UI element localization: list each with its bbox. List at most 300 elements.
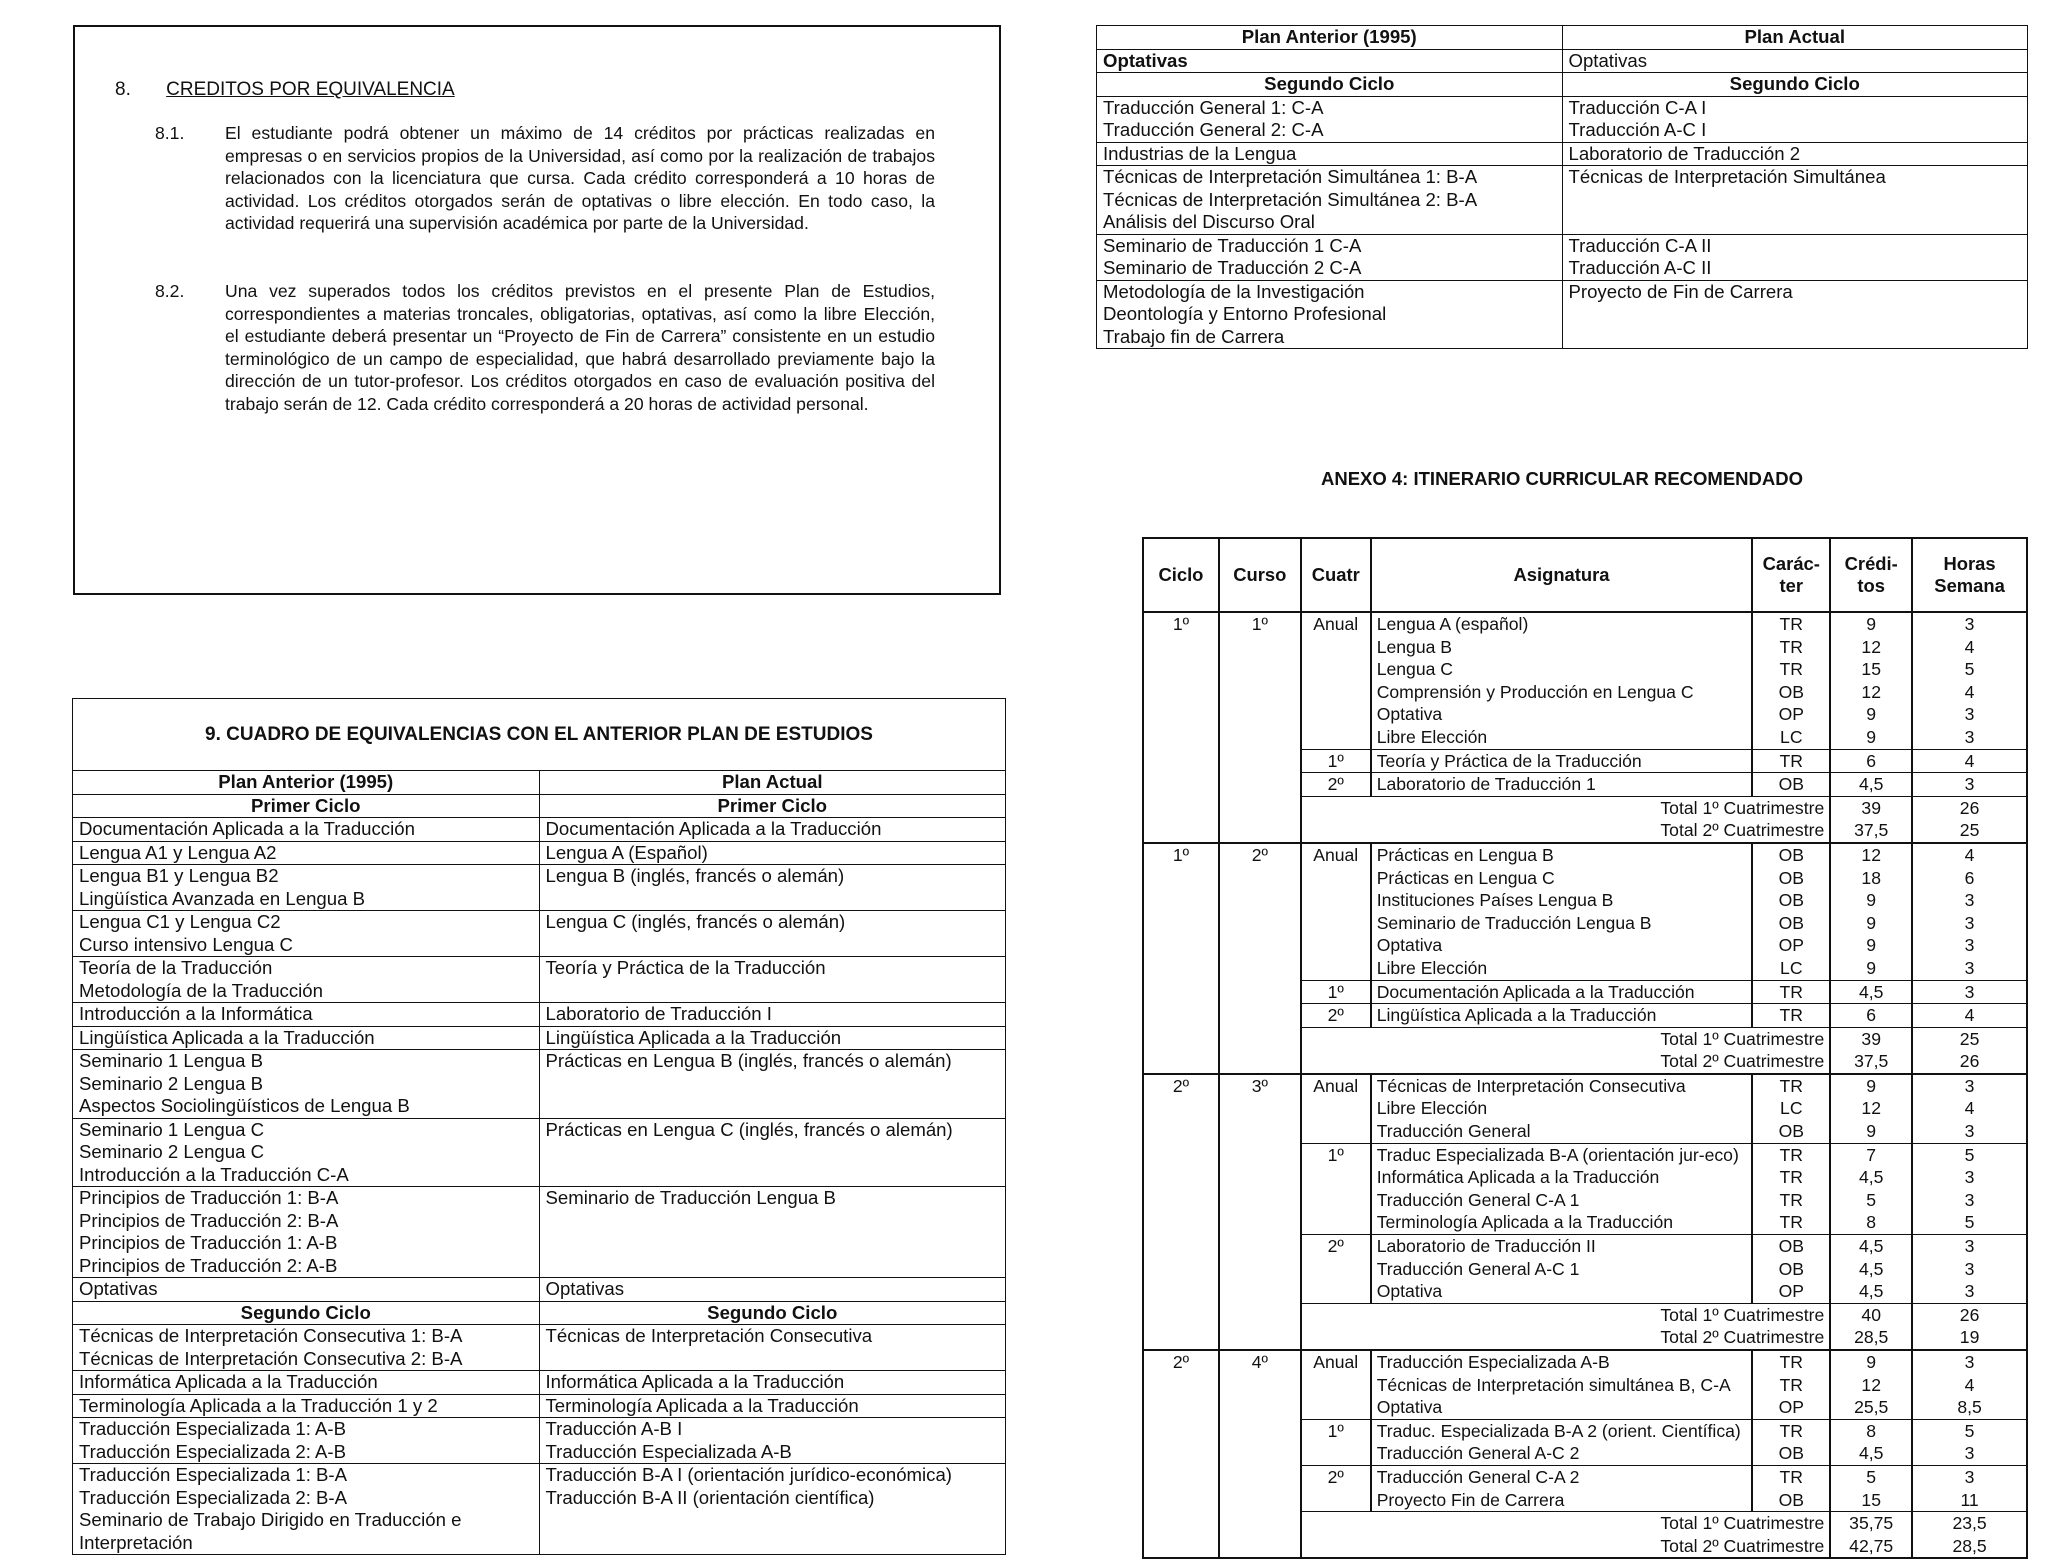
old-plan-subject [73, 841, 540, 865]
credits-cell: 12 [1830, 1374, 1912, 1397]
new-plan-subject-line: Prácticas en Lengua C (inglés, francés o alemán) [545, 1118, 953, 1140]
character-cell: TR [1752, 658, 1830, 681]
credits-cell: 7 [1830, 1143, 1912, 1166]
total-label: Total 1º Cuatrimestre [1301, 796, 1830, 819]
old-plan-subject [73, 957, 540, 1003]
new-plan-subject [539, 1050, 1006, 1119]
old-plan-subject-line: Metodología de la Investigación [1103, 280, 1365, 302]
credits-cell: 4,5 [1830, 1258, 1912, 1281]
total-credits: 40 [1830, 1303, 1912, 1326]
character-cell: OB [1752, 681, 1830, 704]
equivalence-row [1097, 280, 2028, 349]
cuatrimestre-cell: 1º [1301, 980, 1371, 1004]
old-plan-subject-line: Seminario de Trabajo Dirigido en Traducción e Interpretación [79, 1509, 462, 1553]
credits-cell: 4,5 [1830, 1166, 1912, 1189]
new-plan-subject-line: Proyecto de Fin de Carrera [1568, 280, 1793, 302]
cycle-label: Primer Ciclo [539, 794, 1006, 818]
credits-cell: 15 [1830, 658, 1912, 681]
subject-cell: Traducción General C-A 1 [1371, 1189, 1753, 1212]
section-8-heading [115, 79, 455, 101]
optativas-label: Optativas [1097, 49, 1563, 73]
old-plan-subject [73, 1003, 540, 1027]
old-plan-subject [73, 818, 540, 842]
subject-cell: Documentación Aplicada a la Traducción [1371, 980, 1753, 1004]
character-cell: TR [1752, 1211, 1830, 1234]
annex-4-title: ANEXO 4: ITINERARIO CURRICULAR RECOMENDADO [1320, 468, 1804, 489]
new-plan-subject-line: Prácticas en Lengua B (inglés, francés o alemán) [545, 1050, 952, 1071]
old-plan-subject-line: Lengua C1 y Lengua C2 [79, 911, 281, 932]
hours-cell: 6 [1912, 867, 2027, 890]
subject-cell: Técnicas de Interpretación Consecutiva [1371, 1074, 1753, 1098]
column-header-caracter: Carác- ter [1752, 538, 1830, 612]
new-plan-subject [539, 1464, 1006, 1555]
equivalence-row [73, 865, 1006, 911]
subject-cell: Libre Elección [1371, 957, 1753, 980]
old-plan-subject-line: Aspectos Sociolingüísticos de Lengua B [79, 1095, 410, 1116]
total-credits: 39 [1830, 796, 1912, 819]
column-header-creditos: Crédi- tos [1830, 538, 1912, 612]
credits-cell: 9 [1830, 957, 1912, 980]
hours-cell: 3 [1912, 934, 2027, 957]
column-header-new-plan: Plan Actual [1562, 26, 2028, 50]
credits-cell: 25,5 [1830, 1396, 1912, 1419]
cuatrimestre-cell: 2º [1301, 773, 1371, 797]
old-plan-subject-line: Lengua B1 y Lengua B2 [79, 865, 279, 886]
new-plan-subject-line: Informática Aplicada a la Traducción [545, 1371, 845, 1392]
character-cell: OP [1752, 934, 1830, 957]
old-plan-subject-line: Traducción General 2: C-A [1103, 119, 1324, 140]
column-header-curso: Curso [1219, 538, 1301, 612]
subject-cell: Optativa [1371, 1396, 1753, 1419]
hours-cell: 3 [1912, 1120, 2027, 1143]
hours-cell: 3 [1912, 1350, 2027, 1374]
old-plan-subject [1097, 280, 1563, 349]
credits-cell: 5 [1830, 1465, 1912, 1488]
itinerary-row [1143, 1074, 2027, 1098]
credits-cell: 12 [1830, 843, 1912, 867]
credits-cell: 4,5 [1830, 1235, 1912, 1258]
hours-cell: 3 [1912, 773, 2027, 797]
old-plan-subject-line: Análisis del Discurso Oral [1103, 211, 1315, 232]
character-cell: TR [1752, 1350, 1830, 1374]
old-plan-subject [73, 911, 540, 957]
old-plan-subject [1097, 142, 1563, 166]
subject-cell: Traducción General [1371, 1120, 1753, 1143]
hours-cell: 5 [1912, 1211, 2027, 1234]
character-cell: OP [1752, 1396, 1830, 1419]
ciclo-cell: 1º [1143, 843, 1219, 1074]
character-cell: TR [1752, 1166, 1830, 1189]
character-cell: OB [1752, 889, 1830, 912]
cuatrimestre-cell: 1º [1301, 749, 1371, 773]
old-plan-subject-line: Metodología de la Traducción [79, 979, 323, 1001]
credits-cell: 9 [1830, 612, 1912, 636]
credits-cell: 6 [1830, 1004, 1912, 1028]
new-plan-subject-line: Traducción A-C II [1568, 257, 1712, 278]
new-plan-subject-line: Traducción C-A I [1568, 96, 1707, 118]
old-plan-subject [73, 1418, 540, 1464]
section-9-title: 9. CUADRO DE EQUIVALENCIAS CON EL ANTERIOR PLAN DE ESTUDIOS [72, 698, 1006, 770]
character-cell: TR [1752, 749, 1830, 773]
equivalence-table-continued [1096, 25, 2028, 349]
old-plan-subject [73, 1050, 540, 1119]
cuatrimestre-cell: Anual [1301, 1350, 1371, 1419]
second-cycle-rows [73, 1325, 1006, 1555]
subject-cell: Traducción General C-A 2 [1371, 1465, 1753, 1488]
character-cell: TR [1752, 612, 1830, 636]
equivalence-row [73, 841, 1006, 865]
total-credits: 37,5 [1830, 1050, 1912, 1074]
character-cell: LC [1752, 1097, 1830, 1120]
old-plan-subject-line: Traducción Especializada 1: B-A [79, 1464, 348, 1485]
credits-cell: 4,5 [1830, 1442, 1912, 1465]
subject-cell: Prácticas en Lengua B [1371, 843, 1753, 867]
optativas-label: Optativas [73, 1278, 540, 1302]
cuatrimestre-cell: 2º [1301, 1235, 1371, 1304]
column-header-ciclo: Ciclo [1143, 538, 1219, 612]
equivalence-row [73, 1050, 1006, 1119]
old-plan-subject [73, 1371, 540, 1395]
character-cell: TR [1752, 1189, 1830, 1212]
character-cell: TR [1752, 980, 1830, 1004]
new-plan-subject [539, 1187, 1006, 1278]
new-plan-subject [539, 1371, 1006, 1395]
credits-cell: 12 [1830, 636, 1912, 659]
old-plan-subject-line: Principios de Traducción 2: A-B [79, 1254, 338, 1276]
subject-cell: Terminología Aplicada a la Traducción [1371, 1211, 1753, 1234]
old-plan-subject [1097, 234, 1563, 280]
optativas-label: Optativas [539, 1278, 1006, 1302]
hours-cell: 3 [1912, 980, 2027, 1004]
old-plan-subject-line: Trabajo fin de Carrera [1103, 325, 1285, 347]
character-cell: TR [1752, 1074, 1830, 1098]
cycle-label: Segundo Ciclo [1097, 73, 1563, 97]
new-plan-subject-line: Traducción B-A I (orientación jurídico-económica) [545, 1464, 952, 1485]
new-plan-subject [539, 911, 1006, 957]
character-cell: TR [1752, 1143, 1830, 1166]
new-plan-subject [539, 957, 1006, 1003]
cuatrimestre-cell: 2º [1301, 1465, 1371, 1511]
old-plan-subject-line: Principios de Traducción 2: B-A [79, 1209, 339, 1231]
character-cell: TR [1752, 1004, 1830, 1028]
old-plan-subject-line: Técnicas de Interpretación Consecutiva 2: B-A [79, 1347, 463, 1369]
hours-cell: 3 [1912, 1442, 2027, 1465]
subject-cell: Lingüística Aplicada a la Traducción [1371, 1004, 1753, 1028]
credits-cell: 9 [1830, 726, 1912, 749]
credits-cell: 4,5 [1830, 980, 1912, 1004]
equivalence-table [72, 770, 1006, 1555]
old-plan-subject-line: Técnicas de Interpretación Simultánea 2: B-A [1103, 188, 1478, 210]
new-plan-subject [1562, 280, 2028, 349]
cuatrimestre-cell: 1º [1301, 1143, 1371, 1234]
total-hours: 25 [1912, 1027, 2027, 1050]
old-plan-subject-line: Deontología y Entorno Profesional [1103, 303, 1387, 324]
subject-cell: Libre Elección [1371, 726, 1753, 749]
old-plan-subject [73, 1464, 540, 1555]
total-hours: 25 [1912, 819, 2027, 843]
old-plan-subject-line: Traducción Especializada 2: A-B [79, 1440, 346, 1462]
credits-cell: 4,5 [1830, 1280, 1912, 1303]
ciclo-cell: 2º [1143, 1350, 1219, 1558]
cuatrimestre-cell: Anual [1301, 1074, 1371, 1143]
subject-cell: Optativa [1371, 1280, 1753, 1303]
itinerary-grid [1142, 537, 2028, 1559]
subject-cell: Seminario de Traducción Lengua B [1371, 912, 1753, 935]
old-plan-subject [73, 1118, 540, 1187]
subject-cell: Traducción General A-C 1 [1371, 1258, 1753, 1281]
new-plan-subject-line: Técnicas de Interpretación Simultánea [1568, 166, 1886, 187]
old-plan-subject [73, 1325, 540, 1371]
new-plan-subject-line: Traducción Especializada A-B [545, 1440, 792, 1462]
cycle-label: Segundo Ciclo [73, 1301, 540, 1325]
equivalence-row [73, 1418, 1006, 1464]
old-plan-subject-line: Industrias de la Lengua [1103, 142, 1297, 164]
subject-cell: Proyecto Fin de Carrera [1371, 1489, 1753, 1512]
old-plan-subject-line: Traducción Especializada 1: A-B [79, 1418, 346, 1439]
hours-cell: 3 [1912, 726, 2027, 749]
section-8-number: 8. [115, 79, 131, 100]
total-label: Total 2º Cuatrimestre [1301, 1050, 1830, 1074]
cuatrimestre-cell: 1º [1301, 1419, 1371, 1465]
credits-cell: 5 [1830, 1189, 1912, 1212]
first-cycle-rows [73, 818, 1006, 1278]
old-plan-subject [73, 1026, 540, 1050]
new-plan-subject [539, 1026, 1006, 1050]
subject-cell: Laboratorio de Traducción 1 [1371, 773, 1753, 797]
hours-cell: 5 [1912, 1419, 2027, 1442]
character-cell: TR [1752, 636, 1830, 659]
new-plan-subject-line: Laboratorio de Traducción 2 [1568, 142, 1801, 164]
equivalence-row [1097, 166, 2028, 235]
paragraph-number: 8.1. [155, 123, 185, 143]
credits-cell: 4,5 [1830, 773, 1912, 797]
character-cell: OP [1752, 1280, 1830, 1303]
total-hours: 23,5 [1912, 1512, 2027, 1535]
new-plan-subject-line: Técnicas de Interpretación Consecutiva [545, 1325, 873, 1346]
character-cell: OB [1752, 1235, 1830, 1258]
new-plan-subject [539, 841, 1006, 865]
paragraph-text: El estudiante podrá obtener un máximo de 14 créditos por prácticas realizadas en empresas o en servicios propios de la Universidad, así como por la realización de trabajos relacionados con la licenciatura que cursa. Cada crédito corresponderá a 10 horas de actividad. Los créditos otorgados serán de optativas o libre elección. En todo caso, la actividad requerirá una supervisión académica por parte de la Universidad. [225, 123, 935, 234]
hours-cell: 3 [1912, 912, 2027, 935]
old-plan-subject-line: Informática Aplicada a la Traducción [79, 1371, 378, 1392]
curso-cell: 4º [1219, 1350, 1301, 1558]
hours-cell: 3 [1912, 1189, 2027, 1212]
hours-cell: 4 [1912, 1374, 2027, 1397]
total-credits: 39 [1830, 1027, 1912, 1050]
subject-cell: Lengua A (español) [1371, 612, 1753, 636]
old-plan-subject [1097, 166, 1563, 235]
paragraph-8-2 [155, 280, 935, 416]
cycle-label: Primer Ciclo [73, 794, 540, 818]
new-plan-subject [539, 1003, 1006, 1027]
cuatrimestre-cell: Anual [1301, 843, 1371, 980]
old-plan-subject-line: Introducción a la Informática [79, 1003, 313, 1024]
cuatrimestre-cell: Anual [1301, 612, 1371, 749]
total-credits: 42,75 [1830, 1535, 1912, 1559]
old-plan-subject-line: Traducción General 1: C-A [1103, 96, 1324, 118]
hours-cell: 4 [1912, 681, 2027, 704]
paragraph-number: 8.2. [155, 281, 185, 301]
subject-cell: Traducción General A-C 2 [1371, 1442, 1753, 1465]
total-hours: 26 [1912, 796, 2027, 819]
continued-rows [1097, 96, 2028, 349]
subject-cell: Instituciones Países Lengua B [1371, 889, 1753, 912]
character-cell: OB [1752, 843, 1830, 867]
equivalence-row [73, 818, 1006, 842]
new-plan-subject-line: Terminología Aplicada a la Traducción [545, 1394, 859, 1416]
credits-cell: 6 [1830, 749, 1912, 773]
credits-cell: 8 [1830, 1211, 1912, 1234]
character-cell: OB [1752, 912, 1830, 935]
itinerary-row [1143, 612, 2027, 636]
credits-cell: 12 [1830, 1097, 1912, 1120]
credits-cell: 9 [1830, 1120, 1912, 1143]
new-plan-subject [539, 865, 1006, 911]
subject-cell: Libre Elección [1371, 1097, 1753, 1120]
hours-cell: 3 [1912, 1166, 2027, 1189]
credits-cell: 9 [1830, 934, 1912, 957]
equivalence-row [73, 1026, 1006, 1050]
subject-cell: Informática Aplicada a la Traducción [1371, 1166, 1753, 1189]
old-plan-subject [73, 865, 540, 911]
total-hours: 19 [1912, 1326, 2027, 1350]
new-plan-subject [1562, 166, 2028, 235]
old-plan-subject [1097, 96, 1563, 142]
new-plan-subject [1562, 234, 2028, 280]
total-label: Total 2º Cuatrimestre [1301, 1326, 1830, 1350]
credits-cell: 18 [1830, 867, 1912, 890]
subject-cell: Traduc Especializada B-A (orientación jur-eco) [1371, 1143, 1753, 1166]
old-plan-subject-line: Lingüística Aplicada a la Traducción [79, 1026, 375, 1048]
new-plan-subject [539, 1118, 1006, 1187]
old-plan-subject-line: Seminario de Traducción 2 C-A [1103, 257, 1362, 278]
old-plan-subject-line: Teoría de la Traducción [79, 957, 273, 978]
cuatrimestre-cell: 2º [1301, 1004, 1371, 1028]
equivalence-row [73, 1325, 1006, 1371]
character-cell: TR [1752, 1465, 1830, 1488]
old-plan-subject-line: Seminario de Traducción 1 C-A [1103, 234, 1362, 256]
paragraph-8-1 [155, 122, 935, 235]
new-plan-subject [539, 1325, 1006, 1371]
subject-cell: Traduc. Especializada B-A 2 (orient. Científica) [1371, 1419, 1753, 1442]
new-plan-subject-line: Traducción C-A II [1568, 234, 1712, 256]
old-plan-subject [73, 1394, 540, 1418]
old-plan-subject [73, 1187, 540, 1278]
itinerary-body [1143, 612, 2027, 1558]
character-cell: OB [1752, 1442, 1830, 1465]
new-plan-subject-line: Documentación Aplicada a la Traducción [545, 818, 882, 839]
hours-cell: 3 [1912, 889, 2027, 912]
old-plan-subject-line: Traducción Especializada 2: B-A [79, 1486, 348, 1508]
new-plan-subject-line: Lingüística Aplicada a la Traducción [545, 1026, 842, 1048]
subject-cell: Lengua B [1371, 636, 1753, 659]
section-8-box [73, 25, 1001, 595]
hours-cell: 3 [1912, 612, 2027, 636]
new-plan-subject [539, 1418, 1006, 1464]
hours-cell: 4 [1912, 1004, 2027, 1028]
new-plan-subject [1562, 96, 2028, 142]
credits-cell: 8 [1830, 1419, 1912, 1442]
credits-cell: 12 [1830, 681, 1912, 704]
character-cell: TR [1752, 1419, 1830, 1442]
total-credits: 28,5 [1830, 1326, 1912, 1350]
hours-cell: 11 [1912, 1489, 2027, 1512]
subject-cell: Prácticas en Lengua C [1371, 867, 1753, 890]
credits-cell: 9 [1830, 1350, 1912, 1374]
new-plan-subject-line: Traducción B-A II (orientación científica) [545, 1486, 875, 1508]
curso-cell: 3º [1219, 1074, 1301, 1350]
total-credits: 35,75 [1830, 1512, 1912, 1535]
old-plan-subject-line: Terminología Aplicada a la Traducción 1 y 2 [79, 1394, 438, 1416]
old-plan-subject-line: Lingüística Avanzada en Lengua B [79, 887, 366, 909]
old-plan-subject-line: Seminario 2 Lengua B [79, 1072, 263, 1094]
subject-cell: Técnicas de Interpretación simultánea B, C-A [1371, 1374, 1753, 1397]
character-cell: LC [1752, 726, 1830, 749]
hours-cell: 3 [1912, 1235, 2027, 1258]
section-8-title: CREDITOS POR EQUIVALENCIA [166, 79, 455, 100]
character-cell: LC [1752, 957, 1830, 980]
itinerary-row [1143, 1350, 2027, 1374]
subject-cell: Teoría y Práctica de la Traducción [1371, 749, 1753, 773]
hours-cell: 3 [1912, 1074, 2027, 1098]
character-cell: OB [1752, 773, 1830, 797]
equivalence-row [1097, 96, 2028, 142]
total-hours: 26 [1912, 1050, 2027, 1074]
new-plan-subject-line: Seminario de Traducción Lengua B [545, 1187, 836, 1208]
hours-cell: 4 [1912, 1097, 2027, 1120]
hours-cell: 4 [1912, 636, 2027, 659]
old-plan-subject-line: Técnicas de Interpretación Consecutiva 1: B-A [79, 1325, 463, 1346]
equivalence-row [1097, 234, 2028, 280]
new-plan-subject-line: Lengua C (inglés, francés o alemán) [545, 911, 846, 932]
new-plan-subject [1562, 142, 2028, 166]
equivalence-row [73, 1371, 1006, 1395]
hours-cell: 3 [1912, 1258, 2027, 1281]
equivalence-row [73, 1187, 1006, 1278]
total-credits: 37,5 [1830, 819, 1912, 843]
character-cell: OB [1752, 1120, 1830, 1143]
equivalence-row [73, 957, 1006, 1003]
old-plan-subject-line: Documentación Aplicada a la Traducción [79, 818, 415, 839]
old-plan-subject-line: Técnicas de Interpretación Simultánea 1: B-A [1103, 166, 1478, 187]
subject-cell: Comprensión y Producción en Lengua C [1371, 681, 1753, 704]
old-plan-subject-line: Seminario 1 Lengua B [79, 1050, 263, 1071]
hours-cell: 3 [1912, 1280, 2027, 1303]
column-header-old-plan: Plan Anterior (1995) [1097, 26, 1563, 50]
equivalence-row [73, 1394, 1006, 1418]
new-plan-subject-line: Traducción A-C I [1568, 119, 1707, 140]
equivalence-row [73, 911, 1006, 957]
character-cell: OB [1752, 1489, 1830, 1512]
equivalence-table-grid [72, 770, 1006, 1555]
curso-cell: 1º [1219, 612, 1301, 843]
hours-cell: 3 [1912, 1465, 2027, 1488]
old-plan-subject-line: Lengua A1 y Lengua A2 [79, 841, 277, 863]
subject-cell: Optativa [1371, 934, 1753, 957]
hours-cell: 3 [1912, 957, 2027, 980]
equivalence-row [73, 1464, 1006, 1555]
hours-cell: 4 [1912, 749, 2027, 773]
credits-cell: 9 [1830, 1074, 1912, 1098]
curricular-itinerary-table [1142, 537, 2028, 1559]
column-header-old-plan: Plan Anterior (1995) [73, 771, 540, 795]
new-plan-subject-line: Laboratorio de Traducción I [545, 1003, 772, 1024]
total-label: Total 1º Cuatrimestre [1301, 1512, 1830, 1535]
new-plan-subject-line: Lengua A (Español) [545, 841, 708, 863]
column-header-cuatr: Cuatr [1301, 538, 1371, 612]
column-header-horas: Horas Semana [1912, 538, 2027, 612]
subject-cell: Traducción Especializada A-B [1371, 1350, 1753, 1374]
